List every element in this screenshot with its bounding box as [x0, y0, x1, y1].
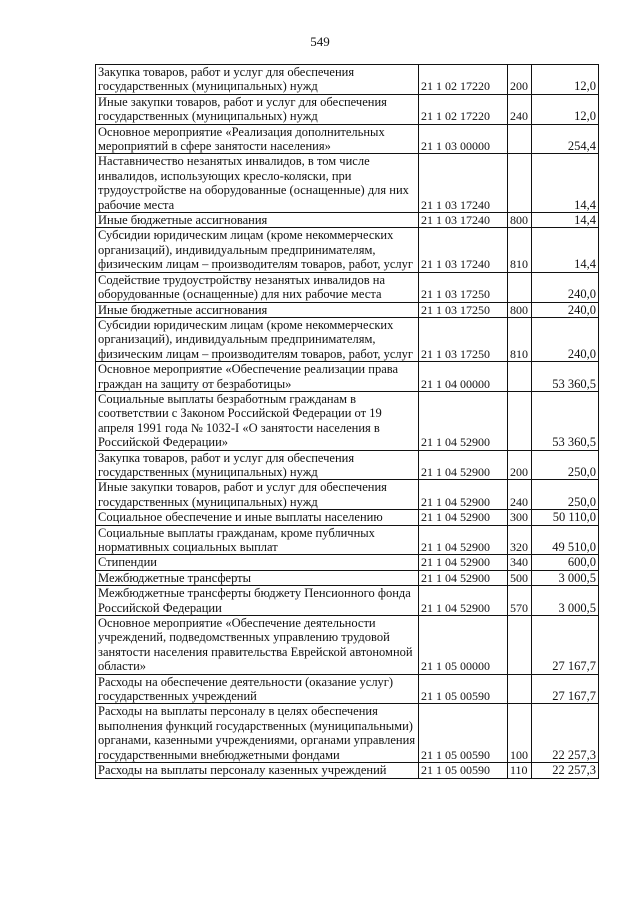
row-name: Иные закупки товаров, работ и услуг для обеспечения государственных (муниципальных) нужд — [96, 480, 419, 510]
row-name: Иные бюджетные ассигнования — [96, 302, 419, 317]
row-amount: 254,4 — [532, 124, 599, 154]
row-amount: 27 167,7 — [532, 674, 599, 704]
row-amount: 14,4 — [532, 213, 599, 228]
row-name: Социальные выплаты гражданам, кроме публичных нормативных социальных выплат — [96, 525, 419, 555]
table-row — [96, 570, 599, 585]
row-amount: 49 510,0 — [532, 525, 599, 555]
table-row — [96, 391, 599, 450]
row-expense-type — [508, 391, 532, 450]
row-code: 21 1 04 52900 — [419, 586, 508, 616]
row-amount: 240,0 — [532, 302, 599, 317]
table-row — [96, 124, 599, 154]
row-name: Основное мероприятие «Реализация дополнительных мероприятий в сфере занятости населения» — [96, 124, 419, 154]
row-name: Иные бюджетные ассигнования — [96, 213, 419, 228]
row-expense-type: 110 — [508, 763, 532, 778]
row-name: Субсидии юридическим лицам (кроме некоммерческих организаций), индивидуальным предпринимателям, физическим лицам – производителям товаров, работ, услуг — [96, 228, 419, 272]
row-expense-type: 800 — [508, 302, 532, 317]
row-expense-type: 500 — [508, 570, 532, 585]
row-expense-type: 240 — [508, 480, 532, 510]
row-code: 21 1 04 52900 — [419, 391, 508, 450]
row-code: 21 1 05 00590 — [419, 704, 508, 763]
row-name: Расходы на выплаты персоналу казенных учреждений — [96, 763, 419, 778]
row-amount: 53 360,5 — [532, 391, 599, 450]
row-name: Межбюджетные трансферты бюджету Пенсионного фонда Российской Федерации — [96, 586, 419, 616]
row-expense-type: 810 — [508, 317, 532, 361]
row-name: Расходы на выплаты персоналу в целях обеспечения выполнения функций государственных (муниципальными) органами, казенными учреждениями, органами управления государственными внебюджетными фондами — [96, 704, 419, 763]
row-name: Закупка товаров, работ и услуг для обеспечения государственных (муниципальных) нужд — [96, 450, 419, 480]
table-row — [96, 674, 599, 704]
row-code: 21 1 03 17240 — [419, 228, 508, 272]
table-row — [96, 704, 599, 763]
table-row — [96, 272, 599, 302]
table-row — [96, 450, 599, 480]
table-row — [96, 65, 599, 95]
row-expense-type — [508, 124, 532, 154]
row-code: 21 1 02 17220 — [419, 94, 508, 124]
table-row — [96, 228, 599, 272]
row-name: Социальное обеспечение и иные выплаты населению — [96, 510, 419, 525]
row-expense-type: 800 — [508, 213, 532, 228]
row-code: 21 1 05 00000 — [419, 616, 508, 675]
row-amount: 12,0 — [532, 94, 599, 124]
page-number: 549 — [310, 34, 330, 49]
row-amount: 600,0 — [532, 555, 599, 570]
row-code: 21 1 03 17250 — [419, 302, 508, 317]
row-name: Стипендии — [96, 555, 419, 570]
row-expense-type: 810 — [508, 228, 532, 272]
row-amount: 27 167,7 — [532, 616, 599, 675]
row-expense-type — [508, 272, 532, 302]
row-code: 21 1 04 52900 — [419, 510, 508, 525]
row-code: 21 1 03 17250 — [419, 317, 508, 361]
row-amount: 250,0 — [532, 450, 599, 480]
row-amount: 22 257,3 — [532, 763, 599, 778]
row-name: Наставничество незанятых инвалидов, в том числе инвалидов, использующих кресло-коляски, при трудоустройстве на оборудованные (оснащенные) для них рабочие места — [96, 154, 419, 213]
budget-table-body — [96, 65, 599, 779]
row-code: 21 1 03 17240 — [419, 154, 508, 213]
row-amount: 53 360,5 — [532, 362, 599, 392]
row-code: 21 1 04 52900 — [419, 555, 508, 570]
row-code: 21 1 03 17240 — [419, 213, 508, 228]
table-row — [96, 525, 599, 555]
row-name: Субсидии юридическим лицам (кроме некоммерческих организаций), индивидуальным предпринимателям, физическим лицам – производителям товаров, работ, услуг — [96, 317, 419, 361]
row-code: 21 1 03 17250 — [419, 272, 508, 302]
row-expense-type: 200 — [508, 65, 532, 95]
row-expense-type: 240 — [508, 94, 532, 124]
row-amount: 50 110,0 — [532, 510, 599, 525]
row-expense-type: 340 — [508, 555, 532, 570]
table-row — [96, 480, 599, 510]
row-code: 21 1 04 52900 — [419, 480, 508, 510]
row-name: Основное мероприятие «Обеспечение реализации права граждан на защиту от безработицы» — [96, 362, 419, 392]
row-code: 21 1 04 52900 — [419, 525, 508, 555]
table-row — [96, 302, 599, 317]
row-amount: 12,0 — [532, 65, 599, 95]
row-expense-type: 200 — [508, 450, 532, 480]
row-code: 21 1 05 00590 — [419, 763, 508, 778]
row-name: Иные закупки товаров, работ и услуг для обеспечения государственных (муниципальных) нужд — [96, 94, 419, 124]
row-amount: 14,4 — [532, 154, 599, 213]
table-row — [96, 94, 599, 124]
row-amount: 3 000,5 — [532, 570, 599, 585]
row-amount: 250,0 — [532, 480, 599, 510]
row-code: 21 1 03 00000 — [419, 124, 508, 154]
row-expense-type: 570 — [508, 586, 532, 616]
row-name: Закупка товаров, работ и услуг для обеспечения государственных (муниципальных) нужд — [96, 65, 419, 95]
row-expense-type — [508, 154, 532, 213]
row-amount: 22 257,3 — [532, 704, 599, 763]
table-row — [96, 510, 599, 525]
row-name: Расходы на обеспечение деятельности (оказание услуг) государственных учреждений — [96, 674, 419, 704]
row-code: 21 1 05 00590 — [419, 674, 508, 704]
table-row — [96, 154, 599, 213]
row-name: Межбюджетные трансферты — [96, 570, 419, 585]
table-row — [96, 213, 599, 228]
table-row — [96, 763, 599, 778]
row-expense-type: 100 — [508, 704, 532, 763]
row-code: 21 1 04 52900 — [419, 450, 508, 480]
row-expense-type — [508, 362, 532, 392]
row-name: Основное мероприятие «Обеспечение деятельности учреждений, подведомственных управлению трудовой занятости населения правительства Еврейской автономной области» — [96, 616, 419, 675]
row-expense-type — [508, 616, 532, 675]
row-name: Социальные выплаты безработным гражданам в соответствии с Законом Российской Федерации от 19 апреля 1991 года № 1032-I «О занятости населения в Российской Федерации» — [96, 391, 419, 450]
row-name: Содействие трудоустройству незанятых инвалидов на оборудованные (оснащенные) для них рабочие места — [96, 272, 419, 302]
row-amount: 14,4 — [532, 228, 599, 272]
row-code: 21 1 04 52900 — [419, 570, 508, 585]
table-row — [96, 362, 599, 392]
row-code: 21 1 02 17220 — [419, 65, 508, 95]
row-expense-type — [508, 674, 532, 704]
table-row — [96, 317, 599, 361]
row-amount: 240,0 — [532, 272, 599, 302]
row-expense-type: 300 — [508, 510, 532, 525]
row-amount: 240,0 — [532, 317, 599, 361]
table-row — [96, 586, 599, 616]
row-expense-type: 320 — [508, 525, 532, 555]
table-row — [96, 555, 599, 570]
row-code: 21 1 04 00000 — [419, 362, 508, 392]
row-amount: 3 000,5 — [532, 586, 599, 616]
budget-table — [95, 64, 599, 779]
table-row — [96, 616, 599, 675]
